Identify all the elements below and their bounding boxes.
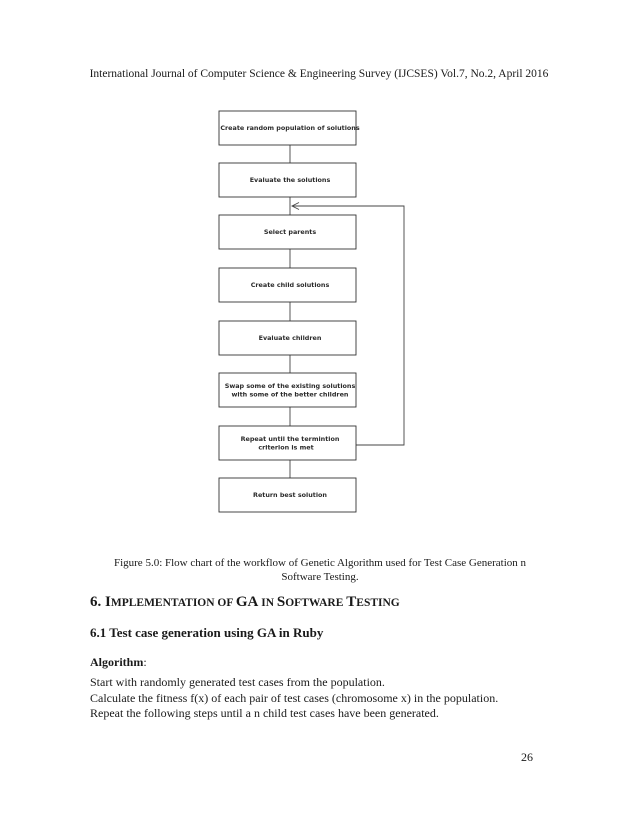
flow-step-label: Evaluate children	[258, 334, 322, 343]
subsection-heading: 6.1 Test case generation using GA in Ruby	[90, 625, 324, 640]
title-cap-1: I	[105, 594, 111, 610]
title-rest-3: OFTWARE	[285, 597, 347, 609]
title-rest-1: MPLEMENTATION OF	[110, 597, 236, 609]
algorithm-label	[90, 655, 147, 670]
title-cap-4: T	[346, 594, 357, 610]
paragraph-line: Start with randomly generated test cases from the population.	[90, 675, 385, 689]
section-number: 6.	[90, 594, 102, 610]
journal-header: International Journal of Computer Science & Engineering Survey (IJCSES) Vol.7, No.2, April 2016	[89, 68, 549, 80]
algorithm-label-text: Algorithm	[90, 655, 144, 669]
flow-step-label: Select parents	[263, 228, 317, 237]
flow-step-label: Evaluate the solutions	[249, 176, 331, 185]
title-rest-2: IN	[258, 597, 277, 609]
flow-step-label: criterion is met	[258, 443, 314, 452]
algorithm-colon: :	[143, 655, 147, 669]
paragraph-line: Repeat the following steps until a n child test cases have been generated.	[90, 706, 439, 720]
flow-step-label: Repeat until the termintion	[240, 434, 340, 443]
flow-step-label: Return best solution	[253, 491, 327, 500]
paragraph-line: Calculate the fitness f(x) of each pair of test cases (chromosome x) in the population.	[90, 690, 499, 705]
title-cap-3: S	[276, 594, 286, 610]
body-text	[90, 675, 560, 722]
section-heading	[90, 594, 400, 611]
page-number: 26	[521, 750, 533, 764]
figure-caption: Figure 5.0: Flow chart of the workflow of Genetic Algorithm used for Test Case Generation n Software Testing.	[113, 557, 527, 583]
flow-step-label: Create random population of solutions	[220, 124, 360, 133]
title-cap-2: GA	[235, 594, 259, 610]
title-rest-4: ESTING	[356, 597, 400, 609]
flow-step-label: Swap some of the existing solutions	[224, 381, 356, 390]
flow-step-label: with some of the better children	[231, 390, 349, 399]
flow-step-label: Create child solutions	[250, 281, 330, 290]
